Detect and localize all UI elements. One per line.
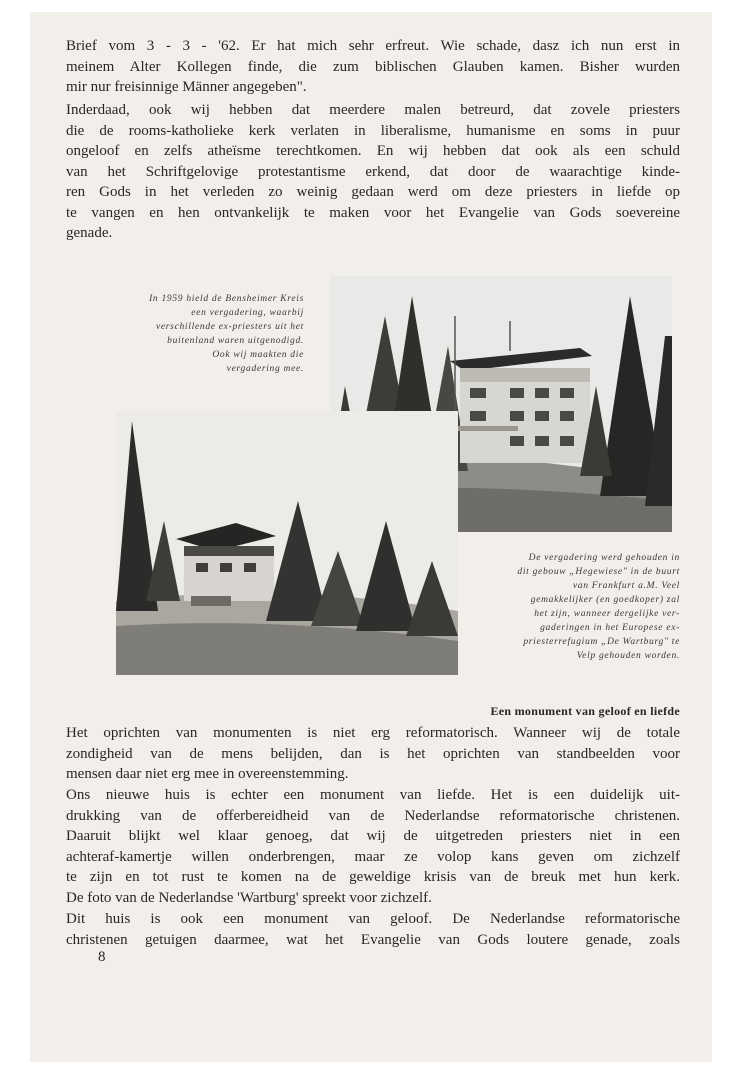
paragraph-geloof — [66, 909, 680, 950]
caption-line: een vergadering, waarbij — [191, 308, 304, 318]
paragraph-letter-quote — [66, 36, 680, 98]
page-number: 8 — [98, 949, 106, 965]
paragraph-inderdaad — [66, 100, 680, 244]
text-line: Het oprichten van monumenten is niet erg reformatorisch. Wanneer wij de totale — [66, 725, 680, 741]
text-line: meinem Alter Kollegen finde, die zum biblischen Glauben kamen. Bisher wurden — [66, 58, 680, 75]
caption-line: In 1959 hield de Bensheimer Kreis — [149, 294, 304, 304]
text-line: drukking van de offerbereidheid van de Nederlandse reformatorische christenen. — [66, 807, 680, 824]
text-line: Inderdaad, ook wij hebben dat meerdere malen betreurd, dat zovele priesters — [66, 102, 680, 118]
caption-line: verschillende ex-priesters uit het — [155, 322, 304, 332]
caption-line: Ook wij maakten die — [212, 350, 304, 360]
text-line: mensen daar niet erg mee in overeenstemming. — [66, 766, 349, 782]
text-line: ren Gods in het verleden zo weinig gedaan werd om deze priesters in liefde op — [66, 184, 680, 200]
text-line: mir nur freisinnige Männer angegeben". — [66, 79, 307, 95]
text-line: Dit huis is ook een monument van geloof. De Nederlandse reformatorische — [66, 911, 680, 927]
caption-line: dit gebouw „Hegewiese" in de buurt — [517, 567, 680, 577]
caption-line: priesterrefugium „De Wartburg" te — [523, 637, 680, 647]
paragraph-liefde — [66, 785, 680, 908]
paragraph-monumenten — [66, 723, 680, 785]
text-line: zondigheid van de mens belijden, dan is het oprichten van standbeelden voor — [66, 745, 680, 762]
text-line: Brief vom 3 - 3 - '62. Er hat mich sehr erfreut. Wie schade, dasz ich nun erst in — [66, 38, 680, 54]
text-line: genade. — [66, 225, 113, 241]
caption-line: gemakkelijker (en goedkoper) zal — [530, 595, 680, 605]
text-line: christenen getuigen daarmee, wat het Evangelie van Gods loutere genade, zoals — [66, 931, 680, 948]
text-line: achteraf-kamertje willen onderbrengen, maar ze volop kans geven om zichzelf — [66, 848, 680, 865]
caption-line: het zijn, wanneer dergelijke ver- — [534, 609, 680, 619]
photo-caption-bensheimer — [98, 292, 304, 376]
text-line: te zijn en tot rust te komen na de geweldige krisis van de breuk met hun kerk. — [66, 869, 680, 885]
caption-line: De vergadering werd gehouden in — [528, 553, 680, 563]
caption-line: van Frankfurt a.M. Veel — [572, 581, 680, 591]
text-line: te vangen en hen ontvankelijk te maken voor het Evangelie van Gods soevereine — [66, 204, 680, 221]
text-line: De foto van de Nederlandse 'Wartburg' spreekt voor zichzelf. — [66, 889, 432, 906]
photo-wartburg-chalet — [116, 411, 458, 675]
caption-line: gaderingen in het Europese ex- — [540, 623, 680, 633]
caption-line: buitenland waren uitgenodigd. — [167, 336, 304, 346]
text-line: ongeloof en zelfs atheïsme terechtkomen. En wij hebben dat ook als een schuld — [66, 143, 680, 159]
section-heading: Een monument van geloof en liefde — [490, 704, 680, 718]
text-line: Ons nieuwe huis is echter een monument van liefde. Het is een duidelijk uit- — [66, 787, 680, 803]
text-line: Daaruit blijkt wel klaar genoeg, dat wij de uitgetreden priesters niet in een — [66, 828, 680, 844]
text-line: van het Schriftgelovige protestantisme erkend, dat door de waarachtige kinde- — [66, 163, 680, 180]
caption-line: vergadering mee. — [226, 364, 304, 374]
caption-line: Velp gehouden worden. — [576, 651, 680, 661]
photo-caption-hegewiese — [463, 551, 680, 663]
text-line: die de rooms-katholieke kerk verlaten in liberalisme, humanisme en soms in puur — [66, 122, 680, 139]
